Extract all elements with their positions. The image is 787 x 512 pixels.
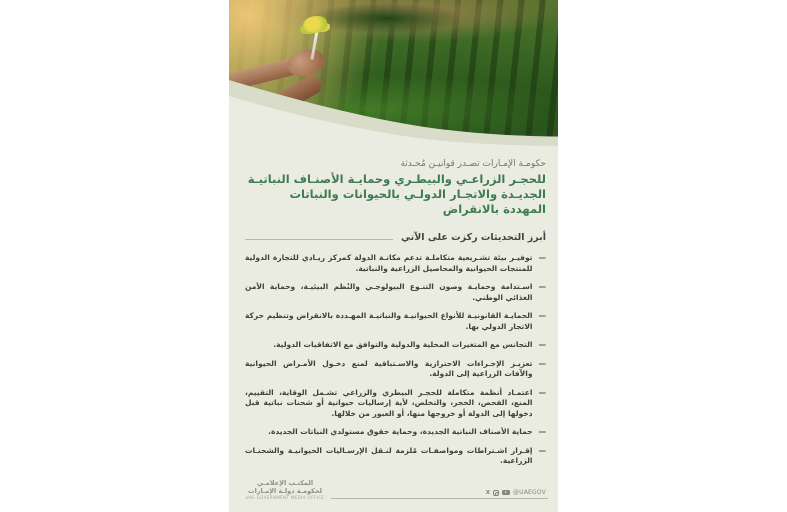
list-item [245, 359, 546, 380]
bullet-text: إقـرار اشـتراطات ومواصفـات مُلزمة لنـقل الإرسـاليات الحيوانيـة والشحنـات الزراعية. [245, 445, 533, 465]
list-item [245, 340, 546, 351]
uae-government-media-office-logo [243, 479, 327, 501]
youtube-icon [502, 490, 510, 496]
bullet-text: تعزيـز الإجـراءات الاحترازية والاسـتباقية لمنع دخـول الأمـراض الحيوانية والآفات الزراعية إلى الدولة. [245, 358, 533, 378]
logo-arabic-line1: المكتـب الإعلامـي [256, 479, 314, 487]
poster-title: للحجـر الزراعـي والبيطـري وحمايـة الأصنـاف النباتيـة الجديـدة والاتجـار الدولـي بالحيوانات والنباتات المهددة بالانقراض [247, 172, 546, 216]
logo-english-line: UAE GOVERNMENT MEDIA OFFICE [245, 495, 325, 500]
list-item [245, 311, 546, 332]
infographic-poster [229, 0, 558, 512]
list-item [245, 388, 546, 420]
section-header [245, 232, 546, 243]
bullet-dash: — [538, 427, 546, 436]
bullet-dash: — [538, 340, 546, 349]
hero-photo [229, 0, 558, 152]
bullet-dash: — [538, 282, 546, 291]
bullet-dash: — [538, 387, 546, 397]
bullet-text: اسـتدامة وحمايـة وصون التنـوع البيولوجـي والنُظم البيئيـة، وحماية الأمن الغذائي الوطني. [245, 282, 533, 302]
updates-list [245, 253, 546, 467]
x-icon: X [485, 489, 490, 496]
bullet-dash: — [538, 311, 546, 320]
list-item [245, 253, 546, 274]
list-item [245, 446, 546, 467]
list-item [245, 282, 546, 303]
bullet-text: حماية الأصناف النباتية الجديدة، وحماية حقوق مستولدي النباتات الجديدة. [268, 427, 533, 436]
social-handle: @UAEGOV [512, 489, 546, 496]
poster-body [229, 152, 558, 467]
logo-arabic-line2: لحكومـة دولـة الإمـارات [248, 487, 322, 495]
instagram-icon [493, 490, 499, 496]
bullet-text: الحمايـة القانونيـة للأنواع الحيوانيـة والنباتيـة المهـددة بالانقراض وتنظيم حركة الاتجار الدولي بها. [245, 311, 533, 331]
section-header-text: أبرز التحديثات ركزت على الآتي [401, 232, 546, 243]
social-row [486, 489, 546, 496]
bullet-text: توفيـر بيئة تشـريعية متكاملـة تدعم مكانـة الدولة كمركز ريـادي للتجارة الدولية للمنتجات الحيوانية والمحاصيل الزراعية والنباتية. [245, 253, 533, 273]
poster-footer [229, 477, 558, 507]
bullet-dash: — [538, 253, 546, 262]
bullet-dash: — [538, 445, 546, 455]
list-item [245, 427, 546, 438]
kicker-text: حكومـة الإمـارات تصـدر قوانيـن مُحـدثة [400, 159, 546, 169]
bullet-dash: — [538, 358, 546, 368]
bullet-text: التجانس مع المتغيرات المحلية والدولية والتوافق مع الاتفاقيات الدولية. [273, 340, 533, 349]
section-header-rule [245, 239, 393, 240]
curve-divider [229, 0, 558, 152]
bullet-text: اعتمـاد أنظمة متكاملة للحجـر البيطري والزراعي تشـمل الوقاية، التقييم، المنع، الفحص، الحجر، والتخلص، لأية إرساليات حيوانية أو شحنات نباتية قبل دخولها إلى الدولة أو خروجها منها، أو العبور من خلالها. [245, 387, 533, 418]
footer-rule [331, 498, 548, 499]
